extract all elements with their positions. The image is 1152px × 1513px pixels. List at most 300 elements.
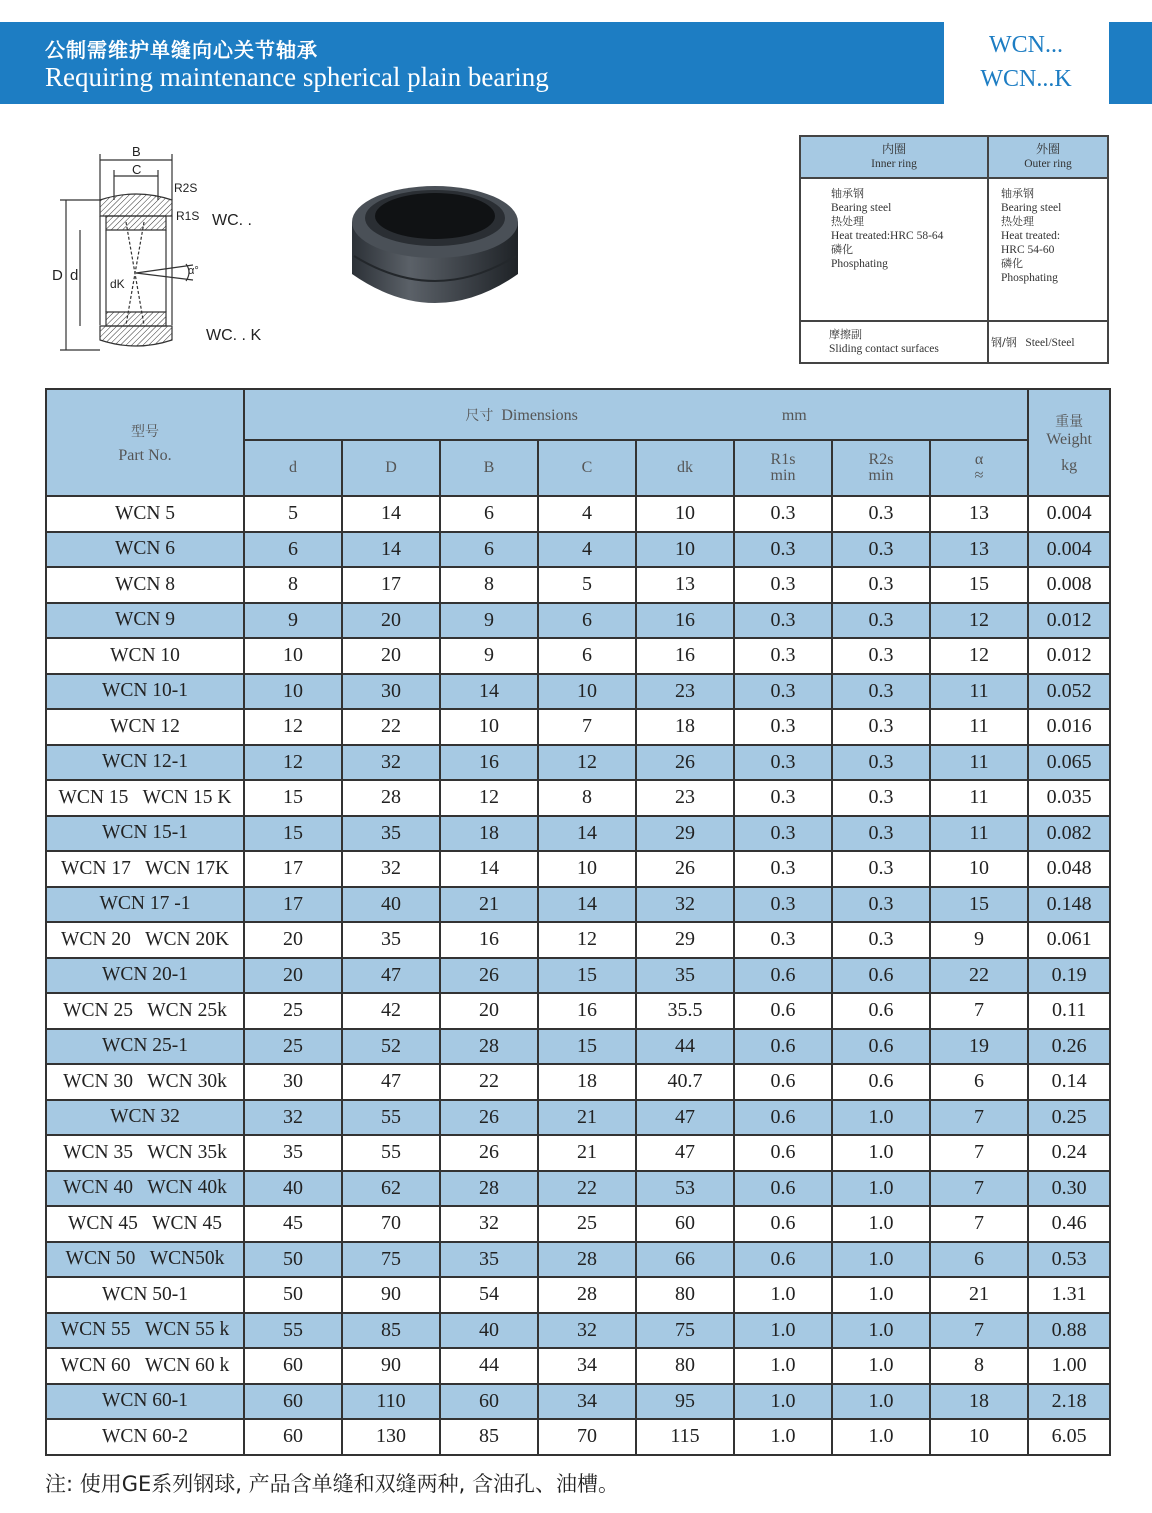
table-cell: 115: [636, 1419, 734, 1455]
table-cell: 1.0: [832, 1313, 930, 1349]
part-number-cell: WCN 17 WCN 17K: [46, 851, 244, 887]
table-cell: 40: [244, 1171, 342, 1207]
table-cell: 0.3: [734, 709, 832, 745]
table-cell: 16: [636, 638, 734, 674]
table-cell: 0.048: [1028, 851, 1110, 887]
table-cell: 10: [244, 674, 342, 710]
table-cell: 17: [244, 851, 342, 887]
label-wc: WC. .: [212, 212, 252, 229]
part-number-cell: WCN 50 WCN50k: [46, 1242, 244, 1278]
table-cell: 0.19: [1028, 958, 1110, 994]
table-cell: 15: [244, 816, 342, 852]
table-cell: 16: [636, 603, 734, 639]
table-cell: 18: [440, 816, 538, 852]
part-number-cell: WCN 17 -1: [46, 887, 244, 923]
table-cell: 0.24: [1028, 1135, 1110, 1171]
part-number-cell: WCN 32: [46, 1100, 244, 1136]
table-cell: 0.012: [1028, 603, 1110, 639]
table-cell: 15: [930, 887, 1028, 923]
table-cell: 6: [538, 603, 636, 639]
table-cell: 14: [440, 674, 538, 710]
table-cell: 0.148: [1028, 887, 1110, 923]
table-cell: 15: [930, 567, 1028, 603]
table-cell: 110: [342, 1384, 440, 1420]
table-cell: 29: [636, 922, 734, 958]
table-cell: 4: [538, 496, 636, 532]
table-cell: 15: [538, 1029, 636, 1065]
table-cell: 20: [244, 958, 342, 994]
table-cell: 5: [538, 567, 636, 603]
table-cell: 0.3: [734, 851, 832, 887]
table-cell: 8: [930, 1348, 1028, 1384]
table-cell: 12: [538, 922, 636, 958]
table-cell: 18: [538, 1064, 636, 1100]
table-row: [46, 1029, 1110, 1065]
table-cell: 40: [440, 1313, 538, 1349]
table-cell: 16: [538, 993, 636, 1029]
table-cell: 7: [930, 1313, 1028, 1349]
table-cell: 60: [440, 1384, 538, 1420]
bearing-spec-table: [45, 388, 1111, 1456]
column-header-label: R2s: [868, 451, 894, 468]
bearing-cross-section-diagram: [48, 140, 280, 370]
label-wck: WC. . K: [206, 327, 262, 344]
table-cell: 1.00: [1028, 1348, 1110, 1384]
part-number-cell: WCN 20 WCN 20K: [46, 922, 244, 958]
table-cell: 30: [244, 1064, 342, 1100]
table-cell: 28: [538, 1277, 636, 1313]
table-cell: 19: [930, 1029, 1028, 1065]
table-cell: 12: [538, 745, 636, 781]
label-r2s: R2S: [174, 181, 198, 195]
table-row: [46, 674, 1110, 710]
table-cell: 7: [538, 709, 636, 745]
outer-ring-material: [988, 178, 1108, 321]
table-cell: 13: [636, 567, 734, 603]
table-cell: 0.6: [734, 1064, 832, 1100]
part-number-cell: WCN 60-1: [46, 1384, 244, 1420]
material-line: Heat treated:HRC 58-64: [831, 230, 944, 242]
table-cell: 35: [440, 1242, 538, 1278]
outer-ring-header: 外圈 Outer ring: [988, 136, 1108, 178]
part-number-cell: WCN 10-1: [46, 674, 244, 710]
table-cell: 0.6: [734, 1100, 832, 1136]
table-cell: 11: [930, 674, 1028, 710]
table-cell: 0.3: [734, 922, 832, 958]
table-cell: 0.008: [1028, 567, 1110, 603]
materials-table: [799, 135, 1109, 364]
table-cell: 21: [538, 1135, 636, 1171]
table-cell: 4: [538, 532, 636, 568]
column-header-sub: ≈: [974, 467, 984, 484]
material-line: 热处理: [1001, 215, 1034, 228]
table-cell: 18: [930, 1384, 1028, 1420]
table-cell: 0.3: [734, 567, 832, 603]
table-cell: 52: [342, 1029, 440, 1065]
table-cell: 60: [244, 1384, 342, 1420]
table-cell: 10: [636, 532, 734, 568]
table-cell: 55: [342, 1135, 440, 1171]
table-cell: 14: [342, 532, 440, 568]
table-cell: 0.3: [832, 674, 930, 710]
table-cell: 85: [342, 1313, 440, 1349]
table-cell: 0.3: [832, 816, 930, 852]
table-cell: 0.004: [1028, 496, 1110, 532]
table-cell: 26: [440, 958, 538, 994]
table-cell: 34: [538, 1384, 636, 1420]
table-cell: 70: [538, 1419, 636, 1455]
table-cell: 10: [538, 674, 636, 710]
table-cell: 0.3: [734, 496, 832, 532]
table-cell: 54: [440, 1277, 538, 1313]
table-cell: 75: [342, 1242, 440, 1278]
table-row: [46, 851, 1110, 887]
sliding-contact-value: 钢/钢 Steel/Steel: [988, 321, 1108, 363]
table-cell: 26: [636, 851, 734, 887]
table-cell: 5: [244, 496, 342, 532]
part-number-cell: WCN 45 WCN 45: [46, 1206, 244, 1242]
column-header-label: R1s: [770, 451, 796, 468]
table-cell: 32: [342, 745, 440, 781]
table-cell: 80: [636, 1277, 734, 1313]
table-cell: 9: [440, 638, 538, 674]
label-r1s: R1S: [176, 209, 200, 223]
part-number-cell: WCN 35 WCN 35k: [46, 1135, 244, 1171]
material-line: Phosphating: [1001, 272, 1058, 284]
table-row: [46, 922, 1110, 958]
table-cell: 66: [636, 1242, 734, 1278]
column-header-label: d: [289, 459, 297, 476]
table-cell: 90: [342, 1348, 440, 1384]
table-cell: 1.0: [832, 1419, 930, 1455]
table-row: [46, 780, 1110, 816]
table-cell: 23: [636, 674, 734, 710]
table-cell: 12: [930, 603, 1028, 639]
table-cell: 0.012: [1028, 638, 1110, 674]
column-header: [734, 440, 832, 496]
table-cell: 0.3: [734, 887, 832, 923]
table-cell: 26: [636, 745, 734, 781]
part-number-cell: WCN 60-2: [46, 1419, 244, 1455]
column-header: [440, 440, 538, 496]
table-cell: 8: [244, 567, 342, 603]
table-cell: 35: [244, 1135, 342, 1171]
part-number-cell: WCN 25-1: [46, 1029, 244, 1065]
table-cell: 11: [930, 745, 1028, 781]
table-cell: 10: [538, 851, 636, 887]
table-cell: 0.6: [734, 1242, 832, 1278]
table-cell: 10: [930, 1419, 1028, 1455]
part-no-header: 型号 Part No.: [46, 389, 244, 496]
table-cell: 2.18: [1028, 1384, 1110, 1420]
table-cell: 14: [538, 887, 636, 923]
table-cell: 8: [538, 780, 636, 816]
table-cell: 28: [440, 1171, 538, 1207]
page-title-en: Requiring maintenance spherical plain bearing: [45, 62, 549, 92]
table-cell: 0.6: [734, 1029, 832, 1065]
table-cell: 0.14: [1028, 1064, 1110, 1100]
table-cell: 44: [440, 1348, 538, 1384]
table-cell: 47: [636, 1135, 734, 1171]
table-cell: 0.3: [734, 745, 832, 781]
table-cell: 0.035: [1028, 780, 1110, 816]
table-cell: 9: [930, 922, 1028, 958]
part-number-cell: WCN 60 WCN 60 k: [46, 1348, 244, 1384]
table-cell: 60: [244, 1348, 342, 1384]
table-cell: 0.3: [832, 603, 930, 639]
table-cell: 0.052: [1028, 674, 1110, 710]
table-row: [46, 1384, 1110, 1420]
table-cell: 0.004: [1028, 532, 1110, 568]
footnote: 注: 使用GE系列钢球, 产品含单缝和双缝两种, 含油孔、油槽。: [45, 1472, 619, 1496]
column-header: [538, 440, 636, 496]
table-row: [46, 816, 1110, 852]
table-cell: 0.3: [832, 851, 930, 887]
table-cell: 35: [342, 816, 440, 852]
table-row: [46, 745, 1110, 781]
table-cell: 15: [538, 958, 636, 994]
part-number-cell: WCN 25 WCN 25k: [46, 993, 244, 1029]
table-row: [46, 532, 1110, 568]
table-cell: 75: [636, 1313, 734, 1349]
column-header-sub: min: [868, 467, 894, 484]
table-cell: 0.061: [1028, 922, 1110, 958]
table-cell: 17: [244, 887, 342, 923]
part-number-cell: WCN 30 WCN 30k: [46, 1064, 244, 1100]
table-cell: 0.11: [1028, 993, 1110, 1029]
table-cell: 80: [636, 1348, 734, 1384]
table-cell: 6: [930, 1242, 1028, 1278]
column-header-label: C: [581, 459, 593, 476]
table-row: [46, 1135, 1110, 1171]
table-row: [46, 1242, 1110, 1278]
table-cell: 12: [244, 709, 342, 745]
table-cell: 28: [440, 1029, 538, 1065]
table-cell: 50: [244, 1277, 342, 1313]
part-number-cell: WCN 15-1: [46, 816, 244, 852]
table-cell: 21: [930, 1277, 1028, 1313]
table-cell: 0.6: [832, 958, 930, 994]
page-title-zh: 公制需维护单缝向心关节轴承: [45, 38, 318, 62]
table-cell: 20: [244, 922, 342, 958]
table-cell: 90: [342, 1277, 440, 1313]
table-cell: 0.6: [832, 1029, 930, 1065]
table-cell: 20: [342, 638, 440, 674]
table-cell: 16: [440, 922, 538, 958]
table-cell: 6.05: [1028, 1419, 1110, 1455]
table-cell: 7: [930, 1100, 1028, 1136]
part-number-cell: WCN 8: [46, 567, 244, 603]
part-number-cell: WCN 55 WCN 55 k: [46, 1313, 244, 1349]
table-cell: 1.0: [734, 1313, 832, 1349]
table-cell: 25: [538, 1206, 636, 1242]
table-cell: 0.25: [1028, 1100, 1110, 1136]
table-cell: 10: [636, 496, 734, 532]
table-cell: 21: [440, 887, 538, 923]
table-cell: 17: [342, 567, 440, 603]
table-cell: 60: [636, 1206, 734, 1242]
table-cell: 7: [930, 1206, 1028, 1242]
table-cell: 85: [440, 1419, 538, 1455]
table-cell: 0.3: [734, 638, 832, 674]
table-cell: 12: [440, 780, 538, 816]
table-cell: 6: [440, 532, 538, 568]
table-cell: 25: [244, 1029, 342, 1065]
label-alpha: α°: [188, 265, 199, 277]
part-number-cell: WCN 15 WCN 15 K: [46, 780, 244, 816]
part-number-cell: WCN 50-1: [46, 1277, 244, 1313]
table-row: [46, 603, 1110, 639]
table-cell: 20: [440, 993, 538, 1029]
material-line: 热处理: [831, 215, 864, 228]
table-row: [46, 1277, 1110, 1313]
table-row: [46, 638, 1110, 674]
label-b: B: [132, 144, 141, 159]
column-header-label: D: [385, 459, 397, 476]
material-line: Phosphating: [831, 258, 888, 270]
table-cell: 11: [930, 780, 1028, 816]
table-cell: 11: [930, 816, 1028, 852]
table-cell: 30: [342, 674, 440, 710]
table-cell: 44: [636, 1029, 734, 1065]
table-cell: 95: [636, 1384, 734, 1420]
table-cell: 0.3: [832, 780, 930, 816]
table-cell: 22: [538, 1171, 636, 1207]
table-cell: 1.0: [734, 1419, 832, 1455]
column-header-sub: min: [770, 467, 796, 484]
column-header: [636, 440, 734, 496]
table-cell: 12: [930, 638, 1028, 674]
table-cell: 0.3: [832, 532, 930, 568]
table-cell: 11: [930, 709, 1028, 745]
table-cell: 6: [538, 638, 636, 674]
table-cell: 35: [342, 922, 440, 958]
table-cell: 14: [342, 496, 440, 532]
label-dk: dK: [110, 277, 125, 291]
table-row: [46, 1206, 1110, 1242]
table-cell: 40.7: [636, 1064, 734, 1100]
table-cell: 62: [342, 1171, 440, 1207]
table-cell: 9: [244, 603, 342, 639]
table-cell: 7: [930, 1135, 1028, 1171]
inner-ring-header: 内圈 Inner ring: [800, 136, 988, 178]
table-cell: 7: [930, 993, 1028, 1029]
table-row: [46, 887, 1110, 923]
table-cell: 0.3: [832, 745, 930, 781]
table-cell: 55: [244, 1313, 342, 1349]
table-cell: 0.30: [1028, 1171, 1110, 1207]
table-cell: 47: [342, 958, 440, 994]
table-cell: 0.082: [1028, 816, 1110, 852]
table-cell: 0.016: [1028, 709, 1110, 745]
table-row: [46, 1064, 1110, 1100]
part-number-cell: WCN 5: [46, 496, 244, 532]
material-line: 轴承钢: [1001, 187, 1034, 200]
part-number-cell: WCN 12-1: [46, 745, 244, 781]
table-cell: 0.3: [832, 709, 930, 745]
material-line: HRC 54-60: [1001, 244, 1055, 256]
table-cell: 13: [930, 532, 1028, 568]
table-row: [46, 1100, 1110, 1136]
column-header: [244, 440, 342, 496]
table-cell: 29: [636, 816, 734, 852]
material-line: Bearing steel: [831, 202, 892, 214]
table-row: [46, 1313, 1110, 1349]
table-cell: 1.0: [832, 1100, 930, 1136]
part-number-cell: WCN 6: [46, 532, 244, 568]
table-row: [46, 1419, 1110, 1455]
table-cell: 1.31: [1028, 1277, 1110, 1313]
table-cell: 70: [342, 1206, 440, 1242]
table-cell: 32: [440, 1206, 538, 1242]
table-cell: 0.3: [734, 532, 832, 568]
column-header: [832, 440, 930, 496]
table-cell: 0.3: [734, 674, 832, 710]
table-cell: 1.0: [734, 1277, 832, 1313]
table-cell: 32: [342, 851, 440, 887]
table-cell: 15: [244, 780, 342, 816]
table-row: [46, 1348, 1110, 1384]
table-row: [46, 1171, 1110, 1207]
table-cell: 42: [342, 993, 440, 1029]
table-cell: 0.3: [832, 638, 930, 674]
column-header-label: α: [974, 451, 984, 468]
table-cell: 32: [636, 887, 734, 923]
table-cell: 0.3: [832, 567, 930, 603]
table-cell: 16: [440, 745, 538, 781]
table-cell: 1.0: [734, 1348, 832, 1384]
sliding-contact-label: 摩擦副 Sliding contact surfaces: [800, 321, 988, 363]
table-cell: 0.6: [734, 1206, 832, 1242]
table-cell: 0.53: [1028, 1242, 1110, 1278]
table-cell: 0.3: [832, 922, 930, 958]
part-number-cell: WCN 9: [46, 603, 244, 639]
material-line: 轴承钢: [831, 187, 864, 200]
table-cell: 9: [440, 603, 538, 639]
table-cell: 7: [930, 1171, 1028, 1207]
table-cell: 0.065: [1028, 745, 1110, 781]
dimensions-header: 尺寸 Dimensions mm: [244, 389, 1028, 440]
label-inner-d: d: [70, 267, 79, 284]
table-cell: 6: [930, 1064, 1028, 1100]
table-cell: 20: [342, 603, 440, 639]
table-cell: 22: [930, 958, 1028, 994]
table-cell: 1.0: [832, 1348, 930, 1384]
table-row: [46, 958, 1110, 994]
table-cell: 28: [538, 1242, 636, 1278]
table-cell: 6: [440, 496, 538, 532]
table-cell: 34: [538, 1348, 636, 1384]
table-cell: 45: [244, 1206, 342, 1242]
part-number-cell: WCN 12: [46, 709, 244, 745]
table-row: [46, 567, 1110, 603]
table-cell: 1.0: [832, 1171, 930, 1207]
table-cell: 0.3: [832, 887, 930, 923]
table-cell: 14: [440, 851, 538, 887]
table-cell: 21: [538, 1100, 636, 1136]
table-cell: 10: [244, 638, 342, 674]
column-header-label: dk: [677, 459, 693, 476]
table-cell: 0.3: [832, 496, 930, 532]
table-cell: 12: [244, 745, 342, 781]
table-cell: 0.6: [832, 993, 930, 1029]
table-cell: 32: [538, 1313, 636, 1349]
material-line: Bearing steel: [1001, 202, 1062, 214]
table-cell: 53: [636, 1171, 734, 1207]
table-cell: 55: [342, 1100, 440, 1136]
table-row: [46, 993, 1110, 1029]
table-cell: 6: [244, 532, 342, 568]
